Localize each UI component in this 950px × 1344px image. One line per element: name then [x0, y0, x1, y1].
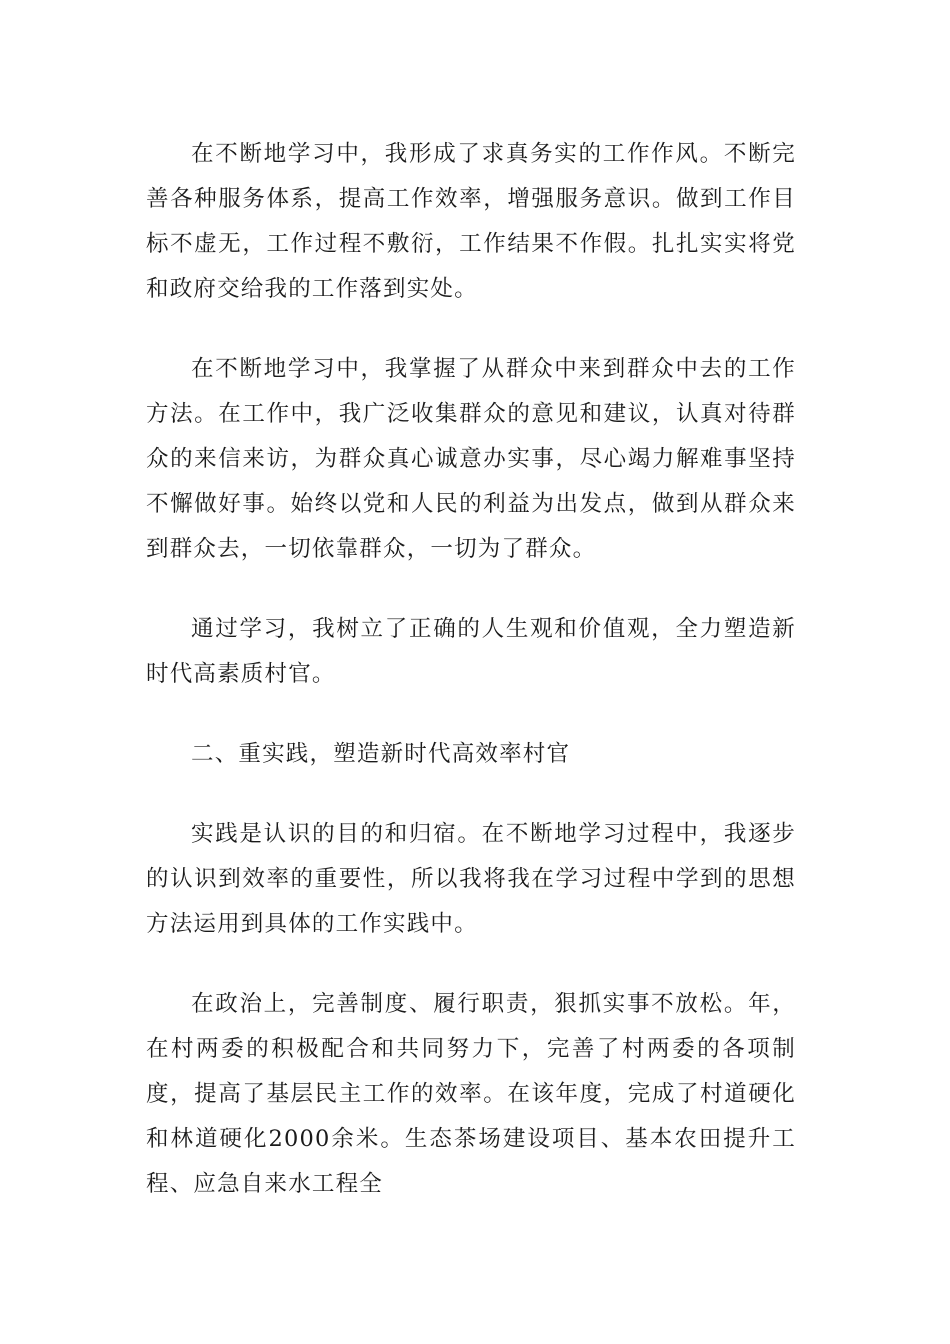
paragraph-politics: 在政治上，完善制度、履行职责，狠抓实事不放松。年，在村两委的积极配合和共同努力下，完善了村两委的各项制度，提高了基层民主工作的效率。在该年度，完成了村道硬化和林道硬化2000余米。生态茶场建设项目、基本农田提升工程、应急自来水工程全 [146, 991, 796, 1197]
document-body [146, 132, 796, 1242]
paragraph-values: 通过学习，我树立了正确的人生观和价值观，全力塑造新时代高素质村官。 [146, 616, 796, 687]
section-heading-practice: 二、重实践，塑造新时代高效率村官 [191, 741, 571, 767]
paragraph-practice: 实践是认识的目的和归宿。在不断地学习过程中，我逐步的认识到效率的重要性，所以我将我在学习过程中学到的思想方法运用到具体的工作实践中。 [146, 821, 796, 937]
paragraph-work-method: 在不断地学习中，我掌握了从群众中来到群众中去的工作方法。在工作中，我广泛收集群众的意见和建议，认真对待群众的来信来访，为群众真心诚意办实事，尽心竭力解难事坚持不懈做好事。始终以党和人民的利益为出发点，做到从群众来到群众去，一切依靠群众，一切为了群众。 [146, 356, 796, 562]
paragraph-work-style: 在不断地学习中，我形成了求真务实的工作作风。不断完善各种服务体系，提高工作效率，增强服务意识。做到工作目标不虚无，工作过程不敷衍，工作结果不作假。扎扎实实将党和政府交给我的工作落到实处。 [146, 141, 796, 302]
